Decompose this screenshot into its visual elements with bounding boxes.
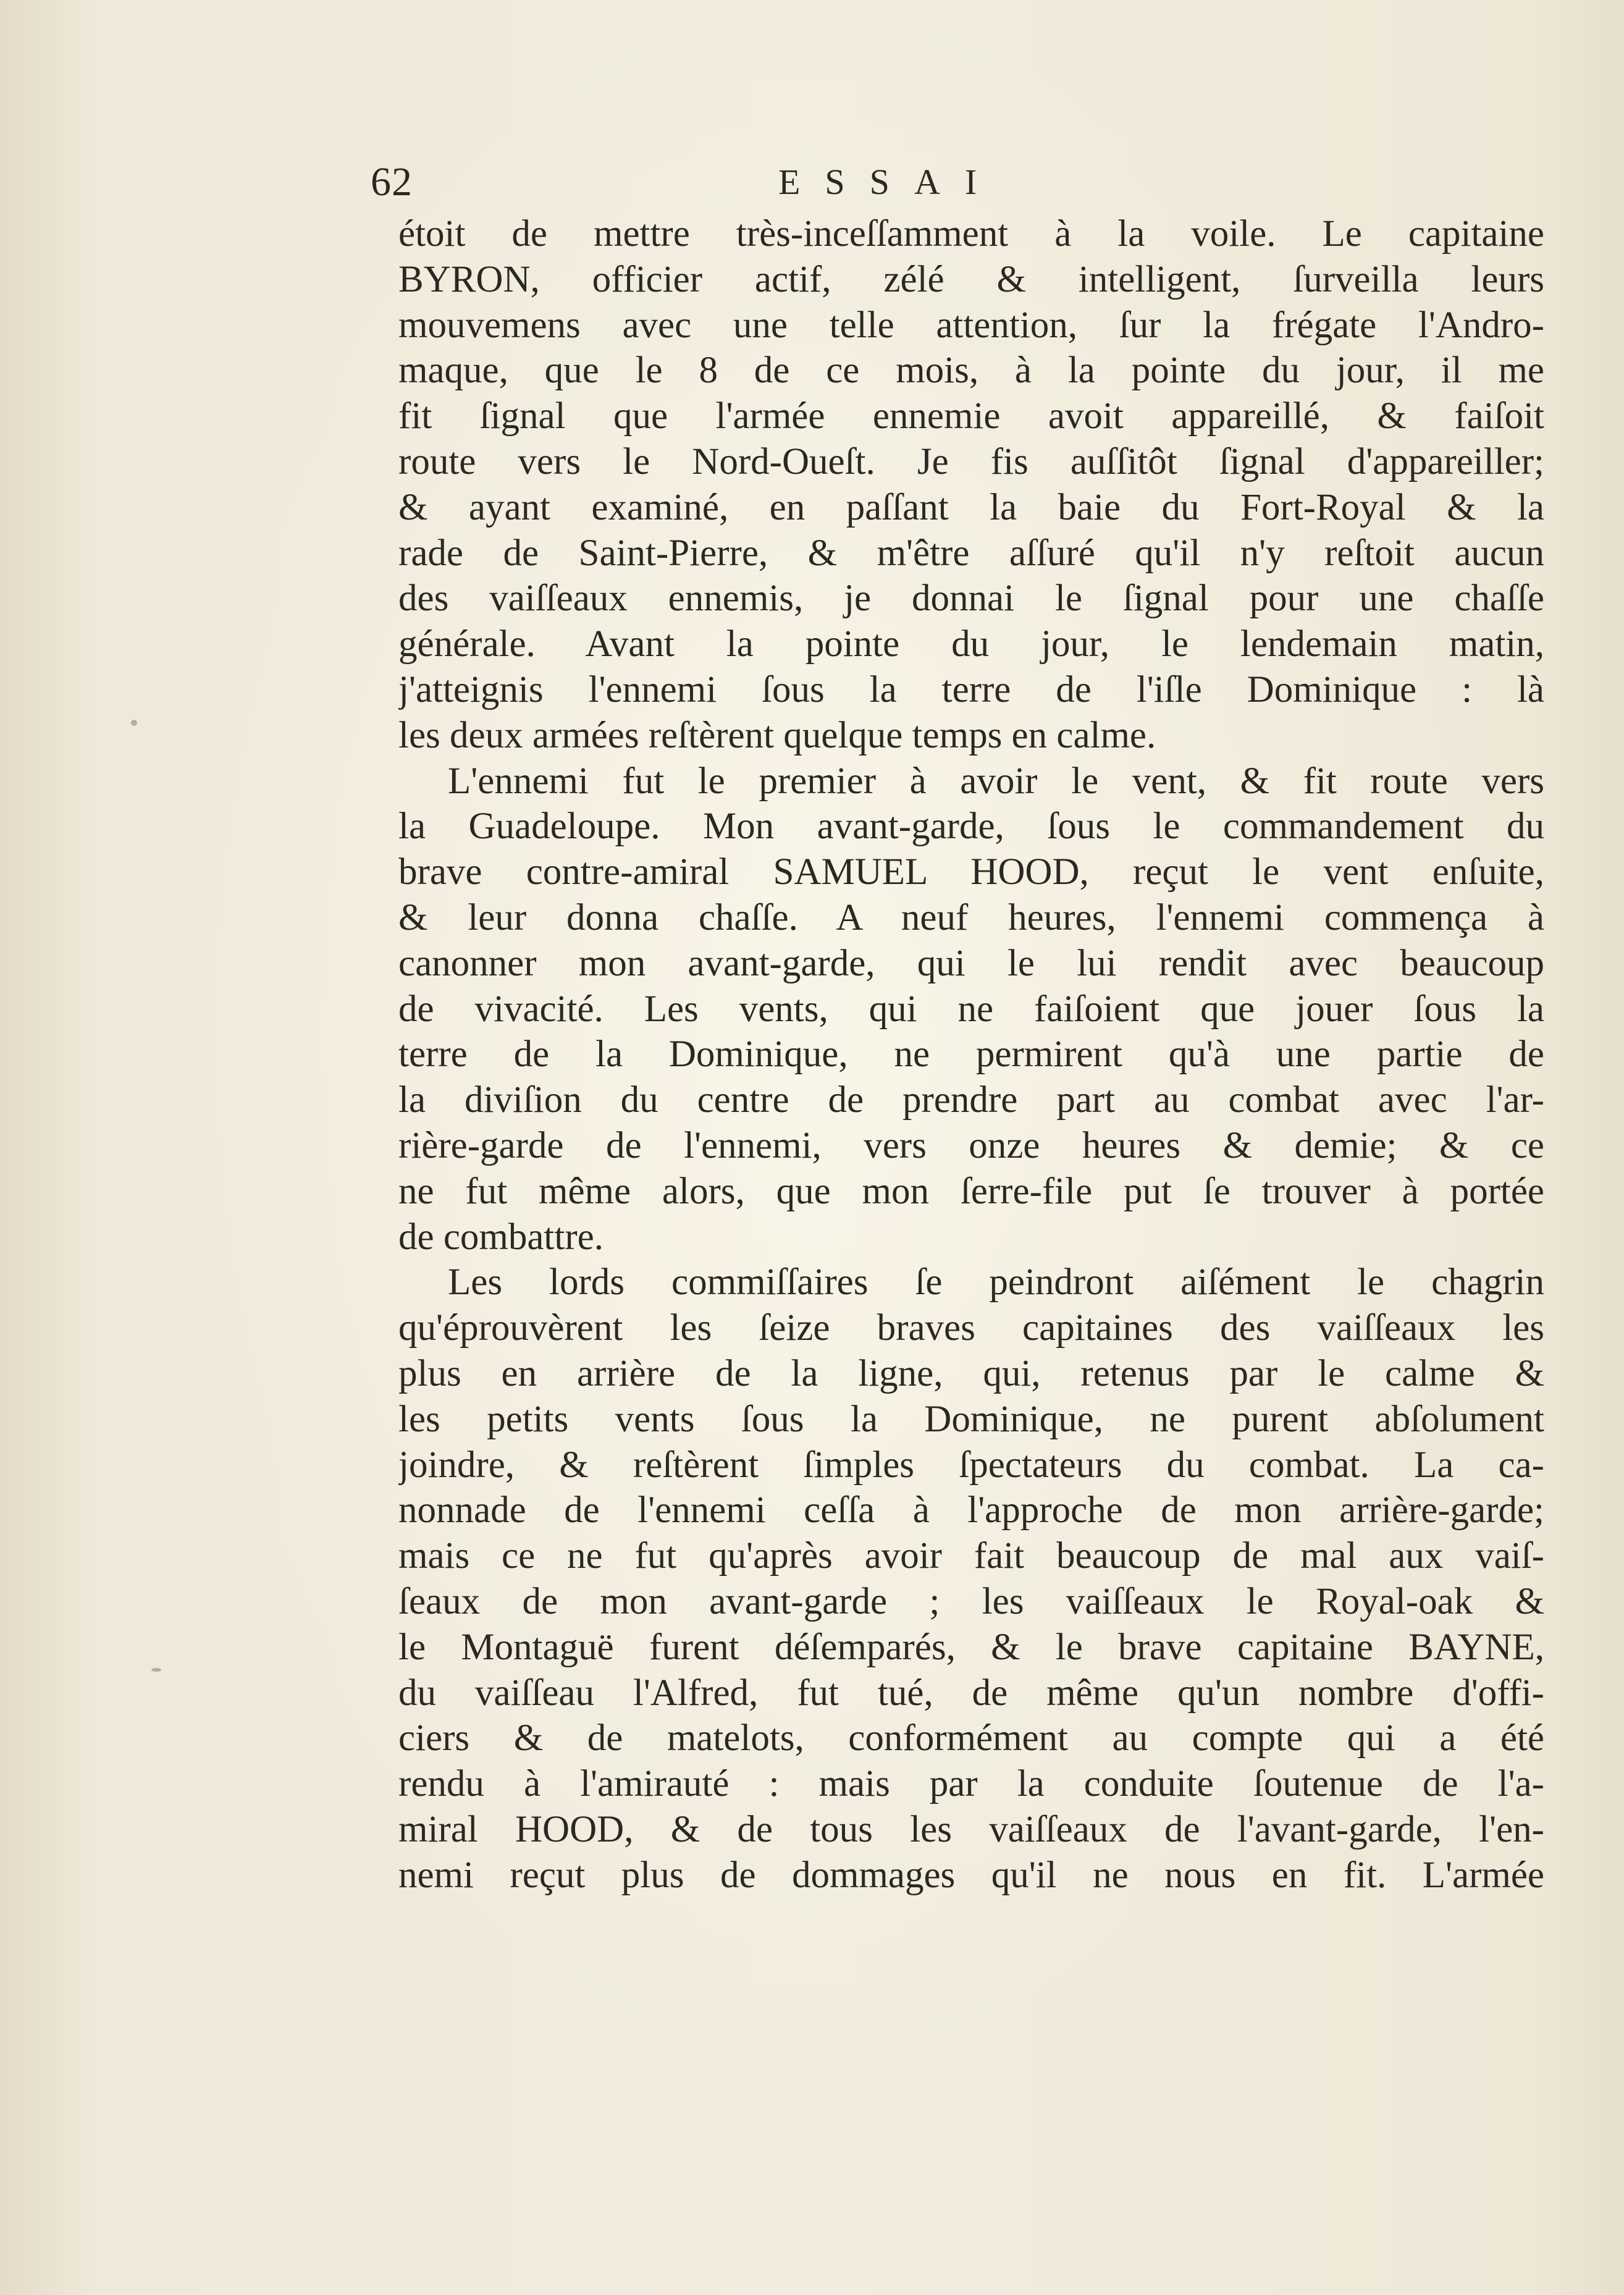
text-line: les deux armées reſtèrent quelque temps en calme.	[398, 714, 1156, 756]
text-line: rade de Saint-Pierre, & m'être aſſuré qu'il n'y reſtoit aucun	[398, 532, 1544, 574]
text-line: des vaiſſeaux ennemis, je donnai le ſignal pour une chaſſe	[398, 578, 1544, 620]
text-line: ſeaux de mon avant-garde ; les vaiſſeaux le Royal-oak &	[398, 1580, 1544, 1622]
text-line: ne fut même alors, que mon ſerre-file put ſe trouver à portée	[398, 1170, 1544, 1212]
page-number: 62	[371, 159, 413, 204]
body-text	[398, 211, 1544, 1898]
text-line: générale. Avant la pointe du jour, le lendemain matin,	[398, 623, 1544, 665]
text-line: étoit de mettre très-inceſſamment à la voile. Le capitaine	[398, 213, 1544, 255]
margin-speck	[151, 1668, 161, 1672]
text-line: joindre, & reſtèrent ſimples ſpectateurs du combat. La ca-	[398, 1444, 1544, 1486]
text-line: du vaiſſeau l'Alfred, fut tué, de même qu'un nombre d'offi-	[398, 1672, 1544, 1714]
text-line: ciers & de matelots, conformément au compte qui a été	[398, 1717, 1544, 1759]
text-line: nonnade de l'ennemi ceſſa à l'approche de mon arrière-garde;	[398, 1489, 1544, 1531]
text-line: route vers le Nord-Oueſt. Je fis auſſitôt ſignal d'appareiller;	[398, 440, 1544, 482]
page-header	[371, 154, 1285, 210]
text-line: le Montaguë furent déſemparés, & le brave capitaine BAYNE,	[398, 1626, 1544, 1668]
text-line: la diviſion du centre de prendre part au combat avec l'ar-	[398, 1079, 1544, 1121]
text-line: miral HOOD, & de tous les vaiſſeaux de l'avant-garde, l'en-	[398, 1808, 1544, 1850]
text-line: terre de la Dominique, ne permirent qu'à une partie de	[398, 1034, 1544, 1076]
text-line: plus en arrière de la ligne, qui, retenus par le calme &	[398, 1352, 1544, 1394]
text-line: brave contre-amiral SAMUEL HOOD, reçut le vent enſuite,	[398, 851, 1544, 893]
text-line: fit ſignal que l'armée ennemie avoit appareillé, & faiſoit	[398, 395, 1544, 437]
text-line: nemi reçut plus de dommages qu'il ne nous en fit. L'armée	[398, 1854, 1544, 1896]
text-line: mais ce ne fut qu'après avoir fait beaucoup de mal aux vaiſ-	[398, 1535, 1544, 1577]
text-line: & leur donna chaſſe. A neuf heures, l'ennemi commença à	[398, 896, 1544, 938]
text-line: j'atteignis l'ennemi ſous la terre de l'iſle Dominique : là	[398, 668, 1544, 710]
text-line: les petits vents ſous la Dominique, ne purent abſolument	[398, 1398, 1544, 1440]
text-line: de vivacité. Les vents, qui ne faiſoient que jouer ſous la	[398, 988, 1544, 1030]
text-line: canonner mon avant-garde, qui le lui rendit avec beaucoup	[398, 942, 1544, 984]
text-line: la Guadeloupe. Mon avant-garde, ſous le commandement du	[398, 806, 1544, 848]
paragraph-start-line: Les lords commiſſaires ſe peindront aiſément le chagrin	[448, 1261, 1544, 1303]
text-line: & ayant examiné, en paſſant la baie du Fort-Royal & la	[398, 486, 1544, 528]
margin-speck	[131, 720, 137, 726]
text-line: qu'éprouvèrent les ſeize braves capitaines des vaiſſeaux les	[398, 1307, 1544, 1349]
text-line: rendu à l'amirauté : mais par la conduite ſoutenue de l'a-	[398, 1763, 1544, 1805]
paragraph-start-line: L'ennemi fut le premier à avoir le vent, & fit route vers	[448, 760, 1544, 802]
running-head: ESSAI	[778, 162, 1002, 202]
text-line: rière-garde de l'ennemi, vers onze heures & demie; & ce	[398, 1124, 1544, 1166]
text-line: mouvemens avec une telle attention, ſur la frégate l'Andro-	[398, 304, 1544, 346]
text-line: de combattre.	[398, 1216, 604, 1258]
text-line: maque, que le 8 de ce mois, à la pointe du jour, il me	[398, 350, 1544, 392]
text-line: BYRON, officier actif, zélé & intelligent, ſurveilla leurs	[398, 258, 1544, 300]
